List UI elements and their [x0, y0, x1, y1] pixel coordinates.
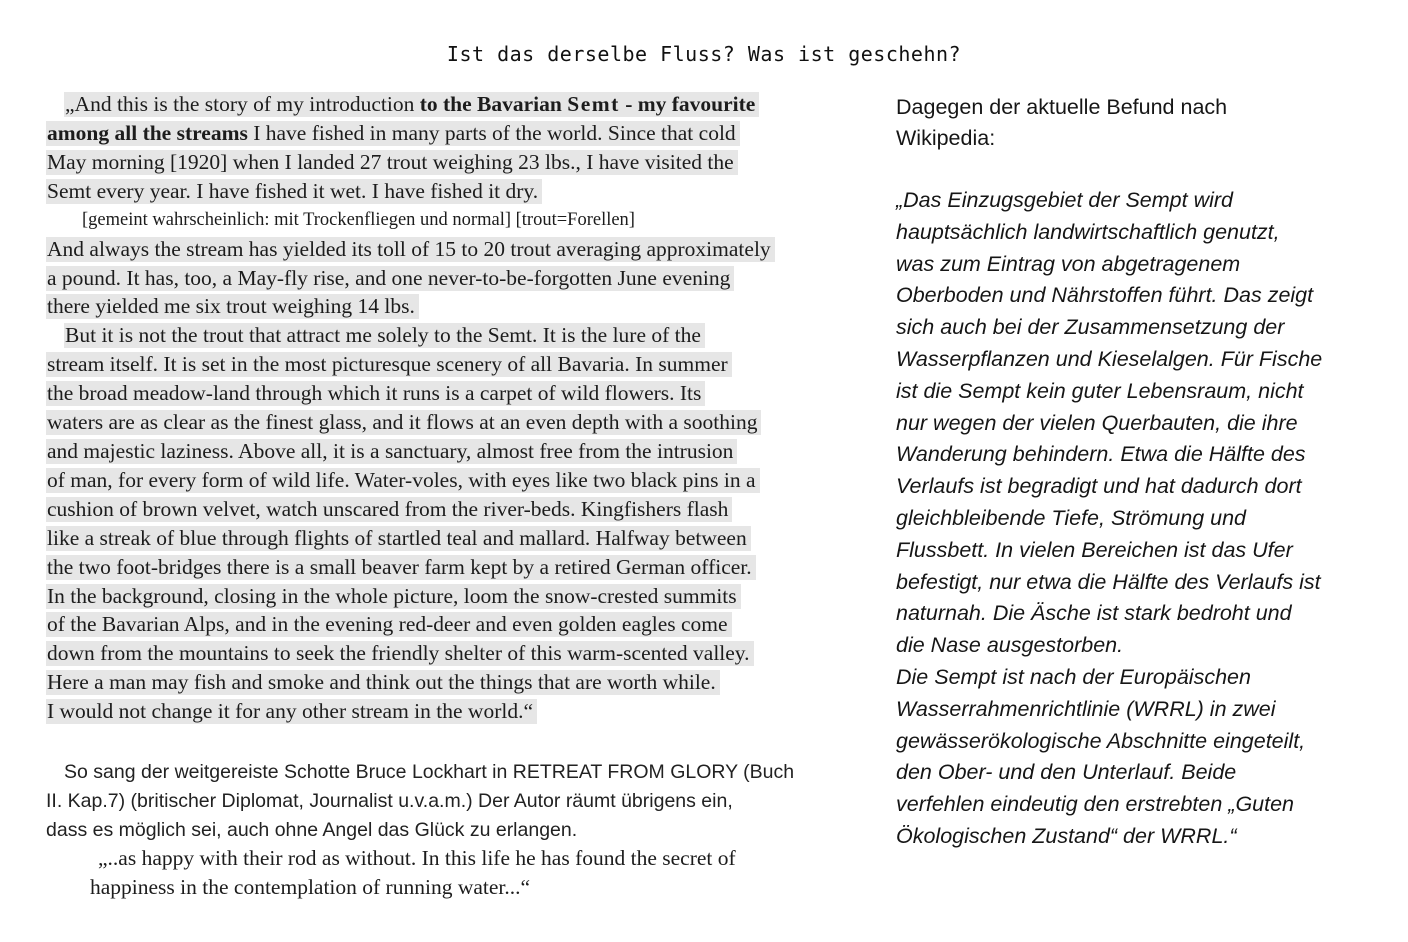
quote-line: the two foot-bridges there is a small beaver farm kept by a retired German officer. — [46, 553, 876, 582]
quote-line: and majestic laziness. Above all, it is a sanctuary, almost free from the intrusion — [46, 437, 876, 466]
quote-line: Here a man may fish and smoke and think out the things that are worth while. — [46, 668, 876, 697]
quote-line: waters are as clear as the finest glass, and it flows at an even depth with a soothing — [46, 408, 876, 437]
wiki-line: ist die Sempt kein guter Lebensraum, nicht — [896, 378, 1304, 403]
wiki-heading — [896, 92, 1376, 154]
quote-line: like a streak of blue through flights of startled teal and mallard. Halfway between — [46, 524, 876, 553]
quote-line: And always the stream has yielded its toll of 15 to 20 trout averaging approximately — [46, 235, 876, 264]
author-commentary — [46, 758, 866, 845]
quote-line: down from the mountains to seek the friendly shelter of this warm-scented valley. — [46, 639, 876, 668]
wiki-line: Die Sempt ist nach der Europäischen — [896, 664, 1251, 689]
wiki-line: verfehlen eindeutig den erstrebten „Guten — [896, 792, 1295, 817]
wiki-quote — [896, 185, 1376, 853]
wiki-line: sich auch bei der Zusammensetzung der — [896, 315, 1285, 340]
wiki-line: was zum Eintrag von abgetragenem — [896, 251, 1241, 276]
quote-line: of the Bavarian Alps, and in the evening red-deer and even golden eagles come — [46, 610, 876, 639]
commentary-line: II. Kap.7) (britischer Diplomat, Journalist u.v.a.m.) Der Autor räumt übrigens ein, — [46, 790, 733, 812]
wiki-heading-line: Dagegen der aktuelle Befund nach — [896, 95, 1228, 119]
quote-line: But it is not the trout that attract me solely to the Semt. It is the lure of the — [46, 321, 876, 350]
wiki-line: gleichbleibende Tiefe, Strömung und — [896, 505, 1247, 530]
translator-note: [gemeint wahrscheinlich: mit Trockenfliegen und normal] [trout=Forellen] — [82, 209, 635, 230]
closing-quote — [90, 844, 870, 901]
quote-line: stream itself. It is set in the most picturesque scenery of all Bavaria. In summer — [46, 350, 876, 379]
quote-line: of man, for every form of wild life. Water-voles, with eyes like two black pins in a — [46, 466, 876, 495]
quote-line: among all the streams I have fished in many parts of the world. Since that cold — [46, 119, 876, 148]
wiki-line: „Das Einzugsgebiet der Sempt wird — [896, 188, 1233, 212]
wiki-line: Flussbett. In vielen Bereichen ist das Ufer — [896, 537, 1293, 562]
quote-line: Semt every year. I have fished it wet. I have fished it dry. — [46, 177, 876, 206]
wiki-line: den Ober- und den Unterlauf. Beide — [896, 760, 1237, 785]
wiki-line: gewässerökologische Abschnitte eingeteilt, — [896, 728, 1306, 753]
wiki-line: Wasserrahmenrichtlinie (WRRL) in zwei — [896, 696, 1276, 721]
commentary-line: So sang der weitgereiste Schotte Bruce Lockhart in RETREAT FROM GLORY (Buch — [64, 761, 795, 783]
closing-quote-line: happiness in the contemplation of running water...“ — [90, 874, 531, 899]
quote-line: May morning [1920] when I landed 27 trout weighing 23 lbs., I have visited the — [46, 148, 876, 177]
wiki-line: nur wegen der vielen Querbauten, die ihre — [896, 410, 1298, 435]
wiki-line: Wanderung behindern. Etwa die Hälfte des — [896, 442, 1306, 467]
wiki-line: naturnah. Die Äsche ist stark bedroht und — [896, 601, 1292, 626]
quote-line: I would not change it for any other stream in the world.“ — [46, 697, 876, 726]
wiki-line: Ökologischen Zustand“ der WRRL.“ — [896, 823, 1237, 848]
wiki-line: Oberboden und Nährstoffen führt. Das zeigt — [896, 283, 1314, 308]
quote-line: cushion of brown velvet, watch unscared from the river-beds. Kingfishers flash — [46, 495, 876, 524]
wiki-line: befestigt, nur etwa die Hälfte des Verlaufs ist — [896, 569, 1321, 594]
lockhart-quote — [46, 90, 876, 726]
wiki-line: die Nase ausgestorben. — [896, 633, 1124, 658]
quote-line: „And this is the story of my introduction to the Bavarian Semt - my favourite — [46, 90, 876, 119]
quote-line: the broad meadow-land through which it runs is a carpet of wild flowers. Its — [46, 379, 876, 408]
wiki-line: hauptsächlich landwirtschaftlich genutzt, — [896, 219, 1280, 244]
commentary-line: dass es möglich sei, auch ohne Angel das Glück zu erlangen. — [46, 819, 578, 841]
wiki-heading-line: Wikipedia: — [896, 126, 996, 150]
wikipedia-column — [896, 92, 1376, 853]
quote-line: there yielded me six trout weighing 14 lbs. — [46, 292, 876, 321]
wiki-line: Wasserpflanzen und Kieselalgen. Für Fische — [896, 346, 1323, 371]
wiki-line: Verlaufs ist begradigt und hat dadurch dort — [896, 474, 1302, 499]
page-title: Ist das derselbe Fluss? Was ist geschehn? — [446, 42, 962, 66]
quote-line: a pound. It has, too, a May-fly rise, and one never-to-be-forgotten June evening — [46, 264, 876, 293]
quote-line: In the background, closing in the whole picture, loom the snow-crested summits — [46, 582, 876, 611]
closing-quote-line: „..as happy with their rod as without. In this life he has found the secret of — [98, 846, 736, 870]
